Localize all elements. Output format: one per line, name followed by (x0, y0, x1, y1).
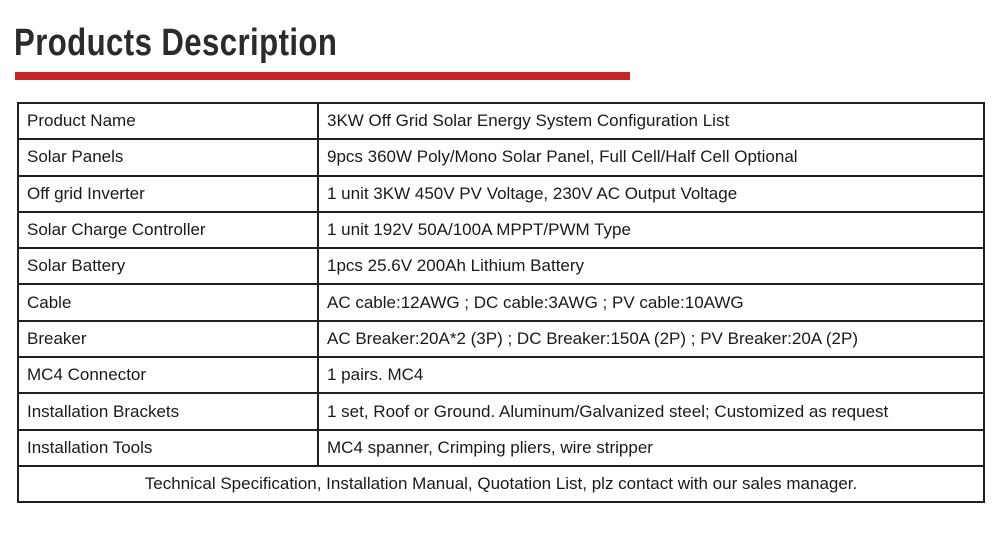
row-value: AC Breaker:20A*2 (3P) ; DC Breaker:150A (2P) ; PV Breaker:20A (2P) (318, 321, 984, 357)
row-value: 1 unit 3KW 450V PV Voltage, 230V AC Output Voltage (318, 176, 984, 212)
product-spec-table (17, 102, 985, 503)
page-title: Products Description (14, 22, 338, 64)
table-row (18, 357, 984, 393)
row-value: 1 pairs. MC4 (318, 357, 984, 393)
table-row (18, 139, 984, 175)
table-row (18, 321, 984, 357)
row-label: Product Name (18, 103, 318, 139)
row-label: MC4 Connector (18, 357, 318, 393)
row-label: Cable (18, 284, 318, 320)
table-row (18, 176, 984, 212)
row-value: 1 unit 192V 50A/100A MPPT/PWM Type (318, 212, 984, 248)
table-row (18, 393, 984, 429)
row-value: MC4 spanner, Crimping pliers, wire stripper (318, 430, 984, 466)
row-value: 1 set, Roof or Ground. Aluminum/Galvanized steel; Customized as request (318, 393, 984, 429)
row-label: Solar Charge Controller (18, 212, 318, 248)
row-value: 3KW Off Grid Solar Energy System Configuration List (318, 103, 984, 139)
table-row (18, 284, 984, 320)
table-row (18, 430, 984, 466)
row-label: Installation Tools (18, 430, 318, 466)
row-label: Solar Panels (18, 139, 318, 175)
table-row (18, 248, 984, 284)
footer-note: Technical Specification, Installation Manual, Quotation List, plz contact with our sales manager. (18, 466, 984, 502)
row-label: Breaker (18, 321, 318, 357)
row-label: Off grid Inverter (18, 176, 318, 212)
table-row (18, 103, 984, 139)
row-label: Installation Brackets (18, 393, 318, 429)
row-value: 9pcs 360W Poly/Mono Solar Panel, Full Cell/Half Cell Optional (318, 139, 984, 175)
title-underline (15, 72, 630, 80)
row-value: 1pcs 25.6V 200Ah Lithium Battery (318, 248, 984, 284)
row-value: AC cable:12AWG ; DC cable:3AWG ; PV cable:10AWG (318, 284, 984, 320)
row-label: Solar Battery (18, 248, 318, 284)
table-row-footer (18, 466, 984, 502)
table-row (18, 212, 984, 248)
